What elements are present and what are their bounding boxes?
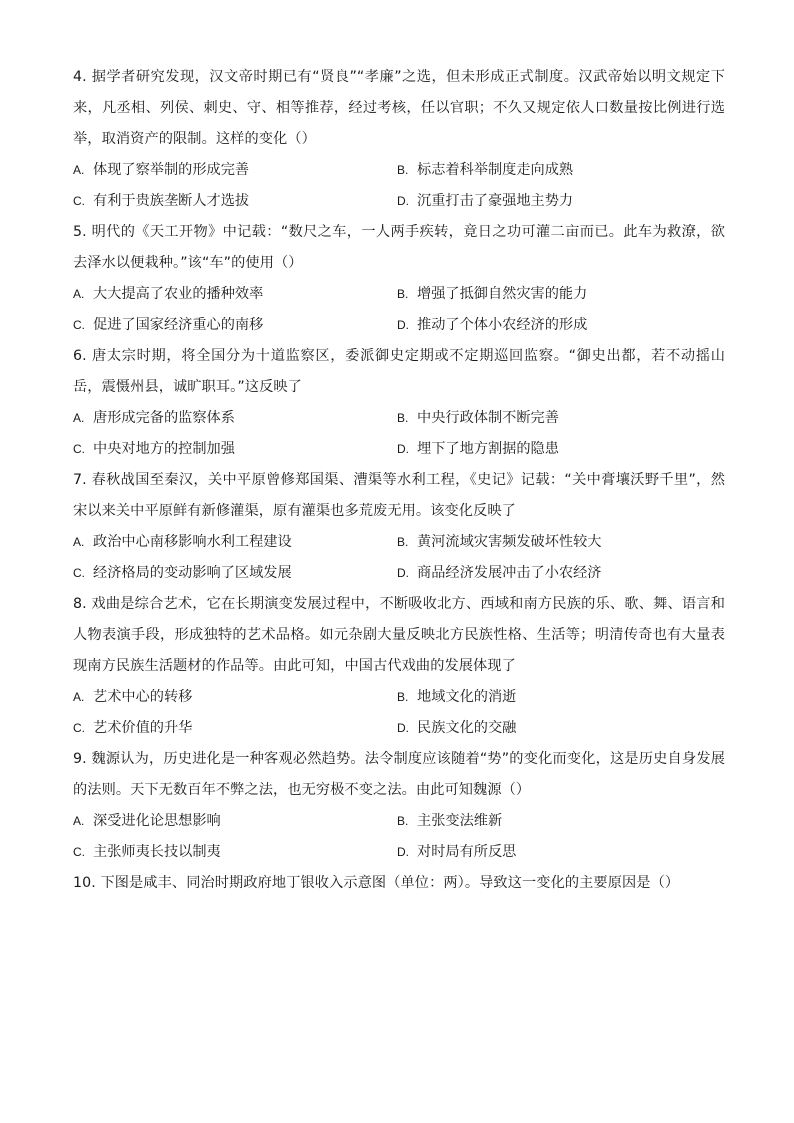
question-9 [73, 744, 725, 868]
option-d[interactable] [397, 713, 725, 744]
option-letter: B. [397, 535, 409, 549]
question-stem: 6. 唐太宗时期，将全国分为十道监察区，委派御史定期或不定期巡回监察。“御史出都，若不动摇山岳，震慑州县，诚旷职耳。”这反映了 [73, 348, 725, 395]
option-c[interactable] [73, 434, 397, 465]
option-d[interactable] [397, 186, 725, 217]
question-4 [73, 62, 725, 217]
option-text: 有利于贵族垄断人才选拔 [93, 193, 250, 209]
option-letter: A. [73, 287, 85, 301]
option-text: 标志着科举制度走向成熟 [417, 162, 574, 178]
option-letter: D. [397, 194, 409, 208]
option-letter: C. [73, 442, 85, 456]
option-a[interactable] [73, 155, 397, 186]
question-5 [73, 217, 725, 341]
question-stem: 4. 据学者研究发现，汉文帝时期已有“贤良”“孝廉”之选，但未形成正式制度。汉武帝始以明文规定下来，凡丞相、列侯、刺史、守、相等推荐，经过考核，任以官职；不久又规定依人口数量按比例进行选举，取消资产的限制。这样的变化（） [73, 69, 725, 147]
option-text: 深受进化论思想影响 [93, 813, 221, 829]
option-text: 推动了个体小农经济的形成 [417, 317, 588, 333]
option-grid [73, 279, 725, 341]
option-grid [73, 682, 725, 744]
option-text: 中央对地方的控制加强 [93, 441, 235, 457]
option-text: 主张变法维新 [417, 813, 503, 829]
question-stem: 8. 戏曲是综合艺术，它在长期演变发展过程中，不断吸收北方、西域和南方民族的乐、歌、舞、语言和人物表演手段，形成独特的艺术品格。如元杂剧大量反映北方民族性格、生活等；明清传奇也有大量表现南方民族生活题材的作品等。由此可知，中国古代戏曲的发展体现了 [73, 596, 725, 674]
option-b[interactable] [397, 155, 725, 186]
option-letter: A. [73, 163, 85, 177]
option-b[interactable] [397, 806, 725, 837]
option-text: 沉重打击了豪强地主势力 [417, 193, 574, 209]
option-letter: C. [73, 566, 85, 580]
option-c[interactable] [73, 837, 397, 868]
option-text: 地域文化的消逝 [417, 689, 517, 705]
option-b[interactable] [397, 403, 725, 434]
option-letter: D. [397, 845, 409, 859]
question-stem: 7. 春秋战国至秦汉，关中平原曾修郑国渠、漕渠等水利工程，《史记》记载：“关中膏壤沃野千里”，然宋以来关中平原鲜有新修灌渠，原有灌渠也多荒废无用。该变化反映了 [73, 472, 725, 519]
option-c[interactable] [73, 713, 397, 744]
option-letter: C. [73, 318, 85, 332]
option-grid [73, 527, 725, 589]
option-a[interactable] [73, 403, 397, 434]
option-text: 埋下了地方割据的隐患 [417, 441, 559, 457]
option-text: 对时局有所反思 [417, 844, 517, 860]
option-letter: A. [73, 411, 85, 425]
option-grid [73, 403, 725, 465]
option-text: 民族文化的交融 [417, 720, 517, 736]
option-d[interactable] [397, 434, 725, 465]
option-letter: C. [73, 845, 85, 859]
option-text: 促进了国家经济重心的南移 [93, 317, 264, 333]
option-letter: C. [73, 721, 85, 735]
option-letter: B. [397, 163, 409, 177]
option-grid [73, 806, 725, 868]
option-b[interactable] [397, 527, 725, 558]
question-7 [73, 465, 725, 589]
option-letter: B. [397, 690, 409, 704]
option-c[interactable] [73, 558, 397, 589]
option-text: 政治中心南移影响水利工程建设 [93, 534, 292, 550]
option-letter: A. [73, 535, 85, 549]
option-text: 经济格局的变动影响了区域发展 [93, 565, 292, 581]
option-grid [73, 155, 725, 217]
question-stem: 5. 明代的《天工开物》中记载：“数尺之车，一人两手疾转，竟日之功可灌二亩而已。此车为救潦，欲去泽水以便栽种。”该“车”的使用（） [73, 224, 725, 271]
question-stem: 9. 魏源认为，历史进化是一种客观必然趋势。法令制度应该随着“势”的变化而变化，这是历史自身发展的法则。天下无数百年不弊之法，也无穷极不变之法。由此可知魏源（） [73, 751, 725, 798]
option-text: 商品经济发展冲击了小农经济 [417, 565, 602, 581]
option-letter: D. [397, 318, 409, 332]
option-c[interactable] [73, 310, 397, 341]
question-stem: 10. 下图是咸丰、同治时期政府地丁银收入示意图（单位：两）。导致这一变化的主要原因是（） [73, 875, 680, 891]
option-d[interactable] [397, 558, 725, 589]
option-a[interactable] [73, 806, 397, 837]
exam-page [73, 62, 725, 899]
option-letter: A. [73, 690, 85, 704]
option-letter: B. [397, 814, 409, 828]
option-letter: A. [73, 814, 85, 828]
option-letter: B. [397, 411, 409, 425]
option-text: 大大提高了农业的播种效率 [93, 286, 264, 302]
option-letter: B. [397, 287, 409, 301]
option-letter: D. [397, 721, 409, 735]
option-a[interactable] [73, 279, 397, 310]
option-text: 唐形成完备的监察体系 [93, 410, 235, 426]
option-text: 增强了抵御自然灾害的能力 [417, 286, 588, 302]
option-d[interactable] [397, 837, 725, 868]
option-b[interactable] [397, 279, 725, 310]
option-text: 主张师夷长技以制夷 [93, 844, 221, 860]
option-text: 艺术中心的转移 [93, 689, 193, 705]
option-a[interactable] [73, 682, 397, 713]
option-letter: C. [73, 194, 85, 208]
question-10 [73, 868, 725, 899]
option-a[interactable] [73, 527, 397, 558]
option-d[interactable] [397, 310, 725, 341]
option-letter: D. [397, 566, 409, 580]
option-b[interactable] [397, 682, 725, 713]
question-6 [73, 341, 725, 465]
option-text: 黄河流域灾害频发破坏性较大 [417, 534, 602, 550]
question-8 [73, 589, 725, 744]
option-letter: D. [397, 442, 409, 456]
option-text: 体现了察举制的形成完善 [93, 162, 250, 178]
option-c[interactable] [73, 186, 397, 217]
option-text: 中央行政体制不断完善 [417, 410, 559, 426]
option-text: 艺术价值的升华 [93, 720, 193, 736]
